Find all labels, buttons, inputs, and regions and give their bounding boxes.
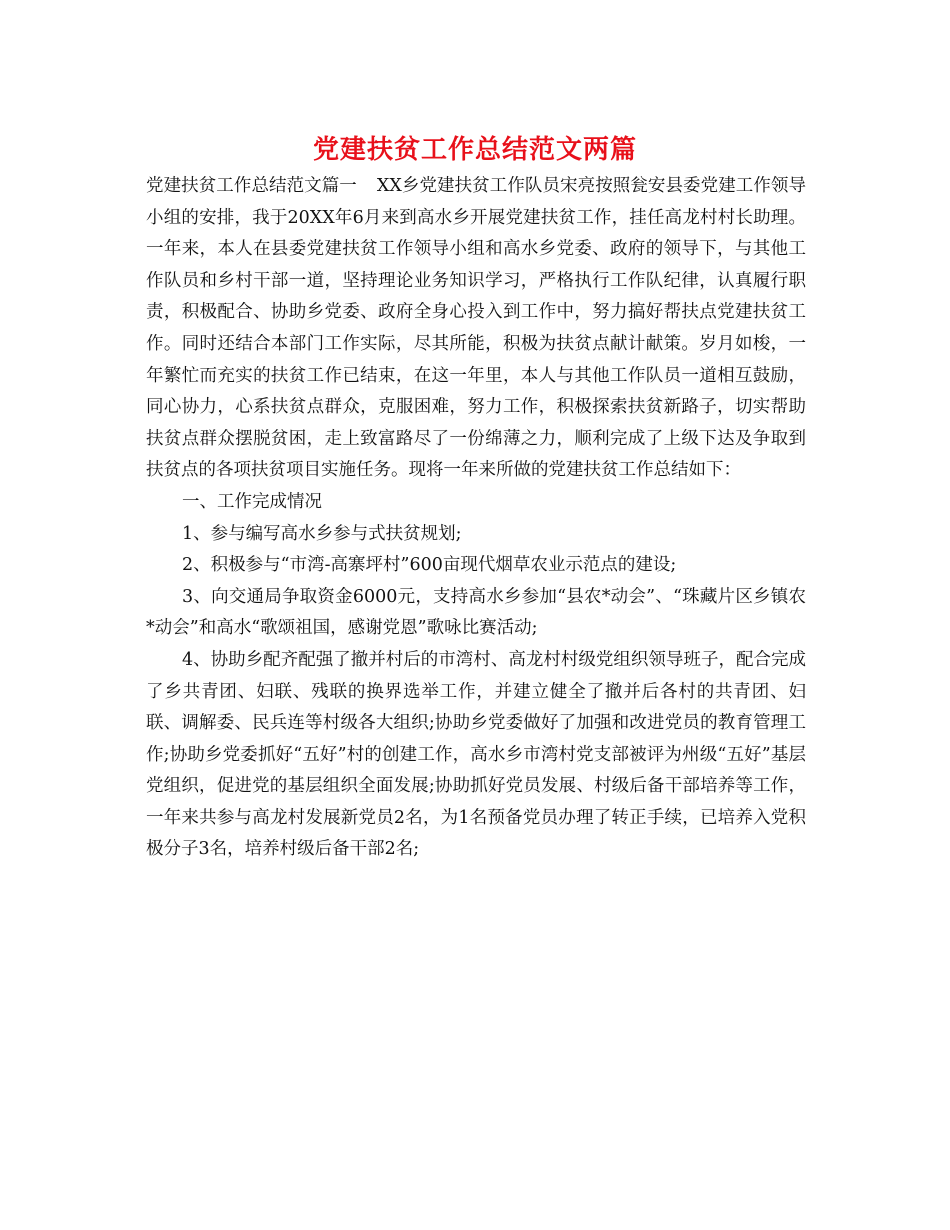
list-item: 2、积极参与“市湾-高寨坪村”600亩现代烟草农业示范点的建设;: [182, 555, 677, 576]
document-title: 党建扶贫工作总结范文两篇: [312, 135, 637, 165]
list-item: 4、协助乡配齐配强了撤并村后的市湾村、高龙村村级党组织领导班子，配合完成了乡共青团、妇联、残联的换界选举工作，并建立健全了撤并后各村的共青团、妇联、调解委、民兵连等村级各大组织;协助乡党委做好了加强和改进党员的教育管理工作;协助乡党委抓好“五好”村的创建工作，高水乡市湾村党支部被评为州级“五好”基层党组织，促进党的基层组织全面发展;协助抓好党员发展、村级后备干部培养等工作，一年来共参与高龙村发展新党员2名，为1名预备党员办理了转正手续，已培养入党积极分子3名，培养村级后备干部2名;: [146, 649, 806, 860]
list-item: 3、向交通局争取资金6000元，支持高水乡参加“县农*动会”、“珠藏片区乡镇农*动会”和高水“歌颂祖国，感谢党恩”歌咏比赛活动;: [146, 586, 806, 639]
paragraph-text: XX乡党建扶贫工作队员宋亮按照瓮安县委党建工作领导小组的安排，我于20XX年6月来到高水乡开展党建扶贫工作，挂任高龙村村长助理。一年来，本人在县委党建扶贫工作领导小组和高水乡党委、政府的领导下，与其他工作队员和乡村干部一道，坚持理论业务知识学习，严格执行工作队纪律，认真履行职责，积极配合、协助乡党委、政府全身心投入到工作中，努力搞好帮扶点党建扶贫工作。同时还结合本部门工作实际，尽其所能，积极为扶贫点献计献策。岁月如梭，一年繁忙而充实的扶贫工作已结束，在这一年里，本人与其他工作队员一道相互鼓励，同心协力，心系扶贫点群众，克服困难，努力工作，积极探索扶贫新路子，切实帮助扶贫点群众摆脱贫困，走上致富路尽了一份绵薄之力，顺利完成了上级下达及争取到扶贫点的各项扶贫项目实施任务。现将一年来所做的党建扶贫工作总结如下：: [146, 176, 807, 481]
section-heading: 一、工作完成情况: [182, 491, 322, 512]
list-item: 1、参与编写高水乡参与式扶贫规划;: [182, 523, 462, 544]
document-body: [146, 171, 806, 866]
article-heading: 党建扶贫工作总结范文篇一: [146, 176, 357, 196]
paragraph-intro: [146, 171, 806, 487]
